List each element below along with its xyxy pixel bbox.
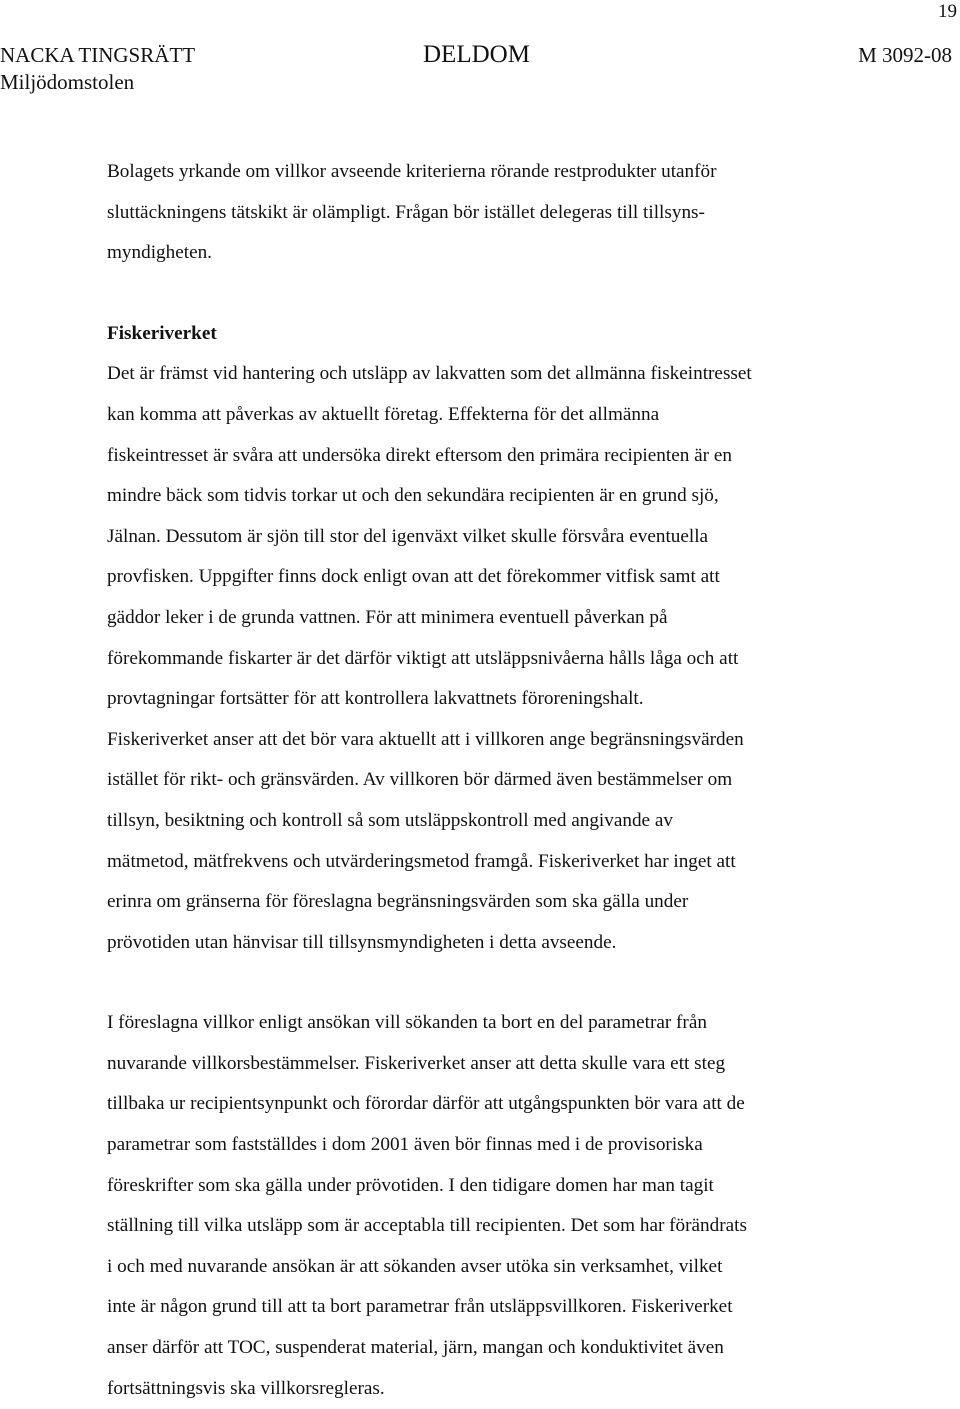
text-line: nuvarande villkorsbestämmelser. Fiskeriverket anser att detta skulle vara ett steg: [107, 1052, 726, 1074]
text-line: Det är främst vid hantering och utsläpp av lakvatten som det allmänna fiskeintresset: [107, 363, 752, 385]
text-line: istället för rikt- och gränsvärden. Av villkoren bör därmed även bestämmelser om: [107, 769, 733, 791]
text-line: inte är någon grund till att ta bort parametrar från utsläppsvillkoren. Fiskeriverket: [107, 1296, 733, 1318]
court-division: Miljödomstolen: [0, 70, 135, 94]
text-line: erinra om gränserna för föreslagna begränsningsvärden som ska gälla under: [107, 891, 689, 913]
paragraph-bolaget: [107, 152, 897, 274]
text-line: kan komma att påverkas av aktuellt företag. Effekterna för det allmänna: [107, 403, 660, 425]
text-line: prövotiden utan hänvisar till tillsynsmyndigheten i detta avseende.: [107, 931, 617, 953]
court-name: NACKA TINGSRÄTT: [0, 43, 196, 67]
text-line: mindre bäck som tidvis torkar ut och den sekundära recipienten är en grund sjö,: [107, 485, 719, 507]
paragraph-fiskeriverket: [107, 354, 897, 963]
text-line: anser därför att TOC, suspenderat material, järn, mangan och konduktivitet även: [107, 1337, 724, 1359]
document-body: [107, 152, 897, 1409]
section-heading: Fiskeriverket: [107, 322, 217, 344]
text-line: gäddor leker i de grunda vattnen. För att minimera eventuell påverkan på: [107, 606, 668, 628]
text-line: provtagningar fortsätter för att kontrollera lakvattnets föroreningshalt.: [107, 688, 644, 710]
text-line: tillbaka ur recipientsynpunkt och förordar därför att utgångspunkten bör vara att de: [107, 1093, 745, 1115]
text-line: Fiskeriverket anser att det bör vara aktuellt att i villkoren ange begränsningsvärden: [107, 728, 744, 750]
text-line: myndigheten.: [107, 242, 212, 264]
text-line: Bolagets yrkande om villkor avseende kriterierna rörande restprodukter utanför: [107, 161, 717, 182]
text-line: i och med nuvarande ansökan är att sökanden avser utöka sin verksamhet, vilket: [107, 1255, 723, 1277]
text-line: tillsyn, besiktning och kontroll så som utsläppskontroll med angivande av: [107, 809, 673, 831]
case-number: M 3092-08: [858, 43, 952, 67]
text-line: Jälnan. Dessutom är sjön till stor del igenväxt vilket skulle försvåra eventuella: [107, 525, 709, 547]
document-type: DELDOM: [423, 41, 530, 68]
text-line: fortsättningsvis ska villkorsregleras.: [107, 1377, 385, 1399]
text-line: parametrar som fastställdes i dom 2001 även bör finnas med i de provisoriska: [107, 1134, 703, 1156]
paragraph-villkor: [107, 1003, 897, 1409]
text-line: föreskrifter som ska gälla under prövotiden. I den tidigare domen har man tagit: [107, 1174, 714, 1196]
text-line: förekommande fiskarter är det därför viktigt att utsläppsnivåerna hålls låga och att: [107, 647, 739, 669]
text-line: mätmetod, mätfrekvens och utvärderingsmetod framgå. Fiskeriverket har inget att: [107, 850, 736, 872]
text-line: provfisken. Uppgifter finns dock enligt ovan att det förekommer vitfisk samt att: [107, 566, 720, 588]
text-line: I föreslagna villkor enligt ansökan vill sökanden ta bort en del parametrar från: [107, 1012, 707, 1034]
page-number: 19: [938, 1, 957, 22]
text-line: ställning till vilka utsläpp som är acceptabla till recipienten. Det som har förändrats: [107, 1215, 747, 1237]
text-line: sluttäckningens tätskikt är olämpligt. Frågan bör istället delegeras till tillsyns-: [107, 201, 705, 223]
text-line: fiskeintresset är svåra att undersöka direkt eftersom den primära recipienten är en: [107, 444, 732, 466]
